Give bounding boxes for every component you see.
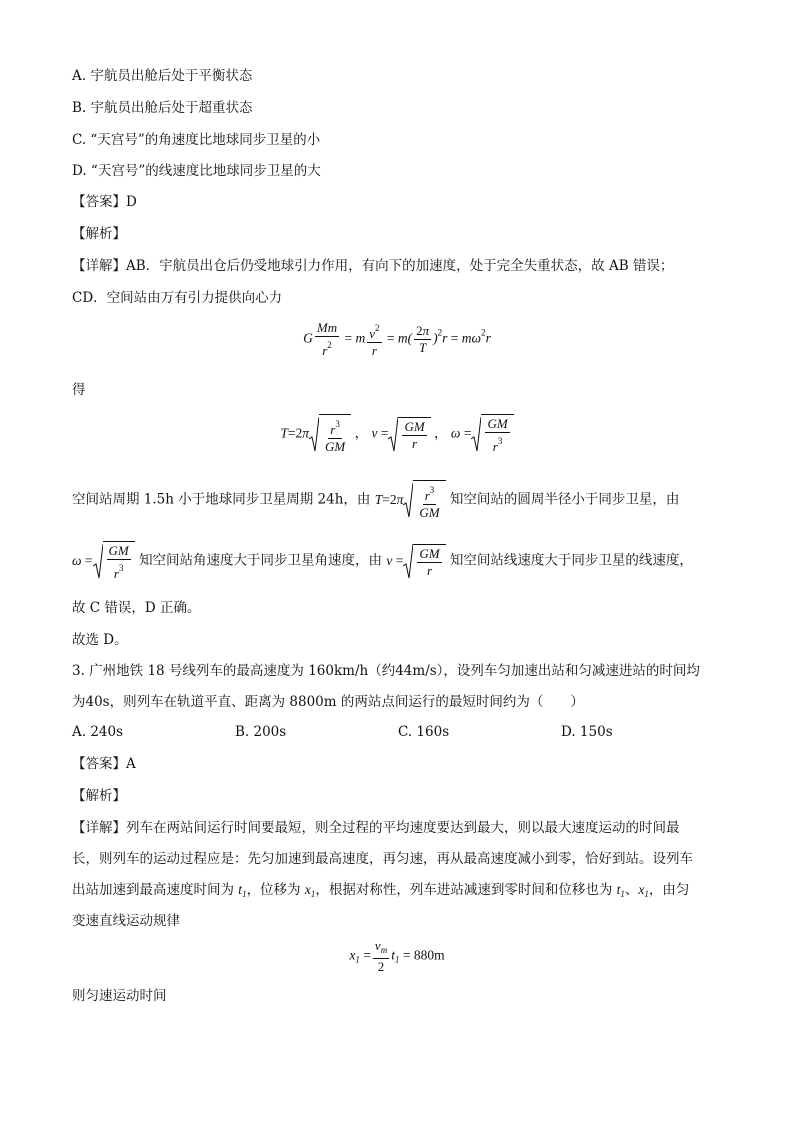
omega-text-a: 知空间站角速度大于同步卫星角速度，由: [139, 552, 383, 569]
option-a: A. 宇航员出舱后处于平衡状态: [72, 68, 253, 84]
detail-text-3c: ，根据对称性，列车进站减速到零时间和位移也为: [315, 882, 613, 898]
detail-text-1: 列车在两站间运行时间要最短，则全过程的平均速度要达到最大，则以最大速度运动的时间最: [126, 820, 680, 836]
q2-omega-line: [72, 541, 693, 582]
q2-choose: 故选 D。: [72, 632, 128, 648]
detail-tag: 【详解】: [72, 258, 126, 274]
q3-detail-4: 变速直线运动规律: [72, 913, 180, 929]
period-formula: T=2π $\frac{r^3}{GM}$: [375, 492, 446, 507]
q3-stem-line1: 3. 广州地铁 18 号线列车的最高速度为 160km/h（约44m/s），设列车匀加速出站和匀减速进站的时间均: [72, 663, 700, 679]
q3-detail-3: [72, 880, 689, 904]
omega-formula: ω = $\frac{GM}{r^3}$: [72, 553, 135, 568]
q3-last-line: 则匀速运动时间: [72, 988, 167, 1004]
q2-de: 得: [72, 382, 86, 398]
answer-tag: 【答案】: [72, 756, 126, 772]
answer-value: D: [126, 194, 137, 210]
q2-analysis-tag: 【解析】: [72, 226, 126, 242]
displacement-result: 880m: [413, 947, 445, 963]
omega-text-b: 知空间站线速度大于同步卫星的线速度，: [449, 552, 693, 569]
velocity-formula: v = $\frac{GM}{r}$: [386, 553, 445, 568]
q3-option-a: A. 240s: [72, 724, 124, 740]
detail-ab-text: AB．宇航员出仓后仍受地球引力作用，有向下的加速度，处于完全失重状态，故 AB 错误；: [126, 258, 674, 274]
period-text-a: 空间站周期 1.5h 小于地球同步卫星周期 24h，由: [72, 491, 371, 508]
q2-period-line: [72, 480, 679, 521]
answer-value: A: [126, 756, 136, 772]
q2-answer: [72, 192, 137, 212]
q3-option-b: B. 200s: [235, 724, 287, 740]
q3-analysis-tag: 【解析】: [72, 788, 126, 804]
detail-tag: 【详解】: [72, 820, 126, 836]
detail-text-3a: 出站加速到最高速度时间为: [72, 882, 234, 898]
q3-answer: [72, 754, 136, 774]
detail-text-3d: ，由匀: [648, 882, 690, 898]
period-velocity-equations: T=2π $\frac{r^3}{GM}$ ， v = $\frac{GM}{r}$ ， ω = $\frac{GM}{r^3}$: [0, 414, 794, 455]
q3-options: [72, 722, 724, 742]
t1-symbol: $t_1$: [238, 882, 247, 899]
q3-option-d: D. 150s: [561, 724, 613, 740]
t1-x1-symbols: $t_1$、$x_1$: [616, 882, 649, 899]
period-text-b: 知空间站的圆周半径小于同步卫星，由: [449, 491, 680, 508]
x1-symbol: $x_1$: [304, 882, 316, 899]
q3-detail-2: 长，则列车的运动过程应是：先匀加速到最高速度，再匀速，再从最高速度减小到零，恰好到站。设列车: [72, 851, 693, 867]
gravity-equation: G $\frac{Mm}{r^2}$ = m $\frac{v^2}{r}$ = m( $\frac{2\pi}{T}$ )$^2r = m\omega^2r$: [303, 320, 491, 358]
q3-stem-line2: 为40s，则列车在轨道平直、距离为 8800m 的两站点间运行的最短时间约为（ ）: [72, 694, 584, 710]
q2-conclusion: 故 C 错误，D 正确。: [72, 600, 201, 616]
displacement-equation: $x_1$ = $\frac{v_m}{2}$ $t_1 = 880m$: [349, 938, 445, 974]
detail-text-3b: ，位移为: [246, 882, 301, 898]
q3-option-c: C. 160s: [398, 724, 450, 740]
q2-detail-cd: CD．空间站由万有引力提供向心力: [72, 290, 283, 306]
q2-detail-ab: [72, 256, 673, 276]
q3-detail-1: [72, 818, 680, 838]
option-b: B. 宇航员出舱后处于超重状态: [72, 100, 253, 116]
answer-tag: 【答案】: [72, 194, 126, 210]
option-d: D. “天宫号”的线速度比地球同步卫星的大: [72, 163, 321, 179]
option-c: C. “天宫号”的角速度比地球同步卫星的小: [72, 132, 321, 148]
